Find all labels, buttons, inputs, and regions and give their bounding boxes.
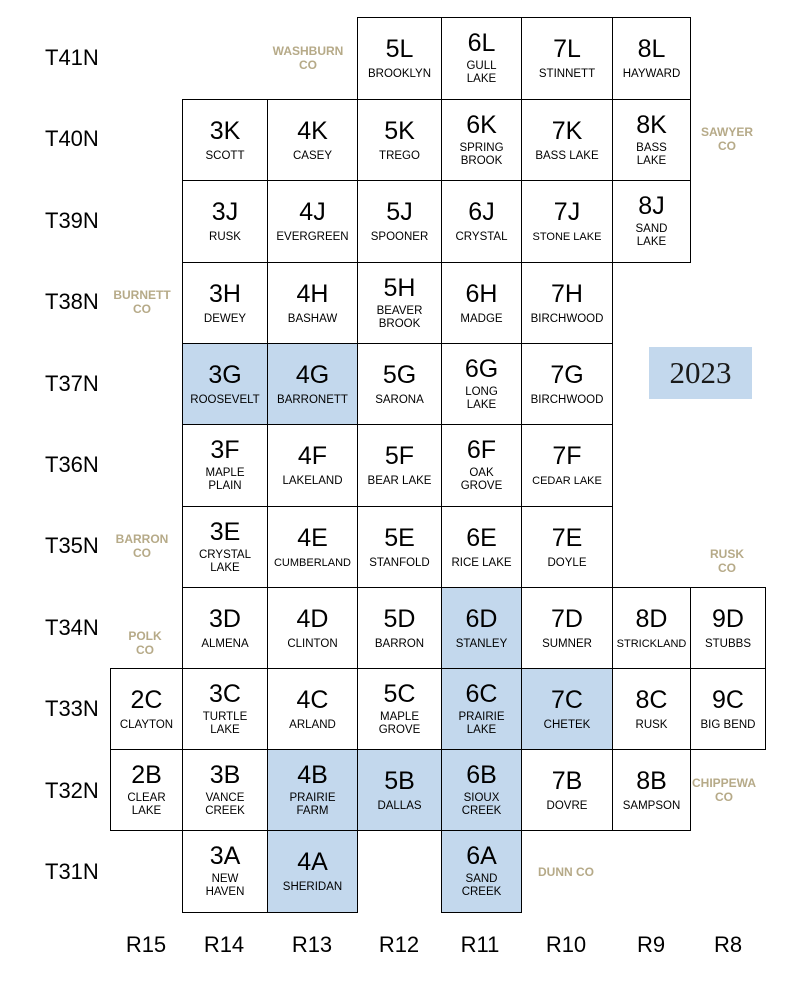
township-code: 7E [551, 524, 583, 552]
township-name: BASS LAKE [535, 150, 599, 162]
range-label-r15: R15 [125, 932, 167, 957]
township-code: 6D [465, 605, 498, 633]
township-name: NEW HAVEN [205, 873, 245, 898]
township-name: SCOTT [205, 150, 245, 162]
township-code: 3C [209, 680, 241, 708]
township-cell-4a [267, 830, 358, 913]
township-code: 4K [297, 117, 328, 145]
township-code: 6E [466, 524, 497, 552]
township-cell-3g [182, 343, 268, 425]
township-cell-4d [267, 587, 358, 669]
township-name: SARONA [375, 394, 424, 406]
township-name: BASHAW [287, 313, 338, 325]
township-label-t32n: T32N [45, 778, 99, 803]
township-cell-4k [267, 99, 358, 181]
township-cell-7h [521, 262, 613, 344]
township-name: HAYWARD [622, 68, 681, 80]
township-name: BROOKLYN [367, 68, 432, 80]
township-name: SAMPSON [622, 800, 681, 812]
township-code: 4H [296, 280, 329, 308]
township-cell-4b [267, 749, 358, 831]
township-code: 3H [209, 280, 241, 308]
township-code: 8L [637, 35, 666, 63]
township-name: BIG BEND [700, 719, 756, 731]
township-cell-4f [267, 424, 358, 507]
township-name: STUBBS [704, 638, 751, 650]
township-cell-5k [357, 99, 442, 181]
township-code: 8J [638, 192, 665, 220]
township-cell-7f [521, 424, 613, 507]
township-code: 8C [635, 686, 668, 714]
township-cell-8c [612, 668, 691, 750]
township-cell-4g [267, 343, 358, 425]
range-label-r12: R12 [378, 932, 420, 957]
township-name: LONG LAKE [465, 386, 498, 411]
township-name: STONE LAKE [532, 231, 602, 243]
township-cell-6l [441, 17, 522, 100]
township-cell-2b [110, 749, 183, 831]
township-cell-5f [357, 424, 442, 507]
township-code: 5C [383, 680, 416, 708]
township-name: RUSK [635, 719, 668, 731]
township-code: 7J [553, 198, 581, 226]
township-name: SHERIDAN [282, 881, 343, 893]
township-name: BIRCHWOOD [530, 394, 604, 406]
township-code: 4E [297, 524, 328, 552]
township-code: 3J [211, 198, 239, 226]
county-label-burnett: BURNETT CO [113, 288, 171, 316]
township-name: DOVRE [546, 800, 588, 812]
township-cell-5e [357, 506, 442, 588]
township-name: CRYSTAL LAKE [199, 549, 251, 574]
township-name: ALMENA [201, 638, 249, 650]
township-code: 7G [550, 361, 584, 389]
township-cell-5g [357, 343, 442, 425]
township-cell-3b [182, 749, 268, 831]
township-cell-7b [521, 749, 613, 831]
township-cell-2c [110, 668, 183, 750]
township-cell-9c [690, 668, 766, 750]
township-code: 4J [299, 198, 326, 226]
township-name: STINNETT [538, 68, 596, 80]
county-label-rusk: RUSK CO [709, 547, 744, 575]
township-name: SIOUX CREEK [461, 792, 502, 817]
township-code: 4C [296, 686, 329, 714]
range-label-r13: R13 [291, 932, 333, 957]
township-label-t34n: T34N [45, 615, 99, 640]
township-name: RUSK [209, 231, 241, 243]
township-name: STRICKLAND [616, 638, 687, 650]
township-code: 5F [384, 442, 415, 470]
township-code: 4F [297, 442, 328, 470]
township-code: 6F [466, 436, 497, 464]
township-code: 6K [466, 111, 497, 139]
township-name: MAPLE PLAIN [205, 467, 245, 492]
township-code: 3K [209, 117, 241, 145]
township-code: 8D [635, 605, 668, 633]
township-cell-4j [267, 180, 358, 263]
township-name: CEDAR LAKE [532, 475, 602, 487]
township-code: 5E [384, 524, 415, 552]
township-code: 3E [209, 518, 241, 546]
township-code: 5G [382, 361, 417, 389]
township-name: GULL LAKE [466, 60, 497, 85]
township-name: CLAYTON [119, 719, 174, 731]
township-code: 5L [385, 35, 414, 63]
township-code: 6G [464, 355, 499, 383]
range-label-r9: R9 [636, 932, 666, 957]
township-code: 5K [384, 117, 415, 145]
county-label-chippewa: CHIPPEWA CO [691, 776, 756, 804]
township-name: DOYLE [547, 557, 587, 569]
township-name: STANFOLD [369, 557, 430, 569]
township-cell-6c [441, 668, 522, 750]
township-name: PRAIRIE LAKE [458, 711, 505, 736]
township-cell-8d [612, 587, 691, 669]
township-cell-4e [267, 506, 358, 588]
township-label-t31n: T31N [45, 859, 99, 884]
township-name: CRYSTAL [455, 231, 508, 243]
township-name: SAND LAKE [635, 223, 668, 248]
range-label-r14: R14 [203, 932, 245, 957]
township-name: CHETEK [543, 719, 591, 731]
township-name: BEAVER BROOK [376, 305, 423, 330]
township-code: 2C [130, 686, 163, 714]
township-cell-5d [357, 587, 442, 669]
township-cell-7e [521, 506, 613, 588]
township-name: PRAIRIE FARM [289, 792, 336, 817]
township-name: BEAR LAKE [367, 475, 432, 487]
township-label-t41n: T41N [45, 45, 99, 70]
township-code: 3F [210, 436, 240, 464]
range-label-r8: R8 [713, 932, 743, 957]
township-code: 5J [386, 198, 413, 226]
township-cell-6g [441, 343, 522, 425]
township-code: 3G [208, 361, 242, 389]
township-code: 4A [297, 848, 328, 876]
township-code: 6L [467, 29, 496, 57]
township-code: 4D [296, 605, 329, 633]
township-cell-3c [182, 668, 268, 750]
township-cell-9d [690, 587, 766, 669]
township-name: RICE LAKE [451, 557, 512, 569]
county-label-sawyer: SAWYER CO [700, 125, 753, 153]
township-name: BIRCHWOOD [530, 313, 604, 325]
range-label-r11: R11 [460, 932, 500, 957]
county-label-barron: BARRON CO [115, 532, 169, 560]
township-code: 3A [209, 842, 241, 870]
township-cell-5c [357, 668, 442, 750]
township-code: 6C [465, 680, 498, 708]
county-label-washburn: WASHBURN CO [272, 44, 344, 72]
township-cell-7c [521, 668, 613, 750]
township-cell-6f [441, 424, 522, 507]
township-cell-6h [441, 262, 522, 344]
township-cell-3j [182, 180, 268, 263]
township-cell-5j [357, 180, 442, 263]
township-code: 7C [551, 686, 583, 714]
township-code: 6J [468, 198, 495, 226]
range-label-r10: R10 [545, 932, 587, 957]
township-label-t38n: T38N [45, 289, 99, 314]
township-cell-8j [612, 180, 691, 263]
township-cell-5h [357, 262, 442, 344]
township-cell-7d [521, 587, 613, 669]
township-cell-4c [267, 668, 358, 750]
township-cell-6d [441, 587, 522, 669]
township-cell-4h [267, 262, 358, 344]
township-name: EVERGREEN [276, 231, 349, 243]
township-cell-3f [182, 424, 268, 507]
county-label-polk: POLK CO [128, 629, 162, 657]
township-cell-6e [441, 506, 522, 588]
township-cell-5b [357, 749, 442, 831]
township-code: 9C [712, 686, 744, 714]
township-cell-7g [521, 343, 613, 425]
township-name: VANCE CREEK [205, 792, 245, 817]
township-code: 8B [636, 767, 667, 795]
township-name: MADGE [460, 313, 503, 325]
township-cell-5l [357, 17, 442, 100]
township-name: TREGO [379, 150, 420, 162]
township-cell-7l [521, 17, 613, 100]
township-code: 3D [209, 605, 241, 633]
township-name: CUMBERLAND [273, 557, 351, 569]
township-label-t40n: T40N [45, 126, 99, 151]
township-cell-7j [521, 180, 613, 263]
township-code: 6H [465, 280, 498, 308]
township-code: 8K [636, 111, 667, 139]
township-cell-6k [441, 99, 522, 181]
township-name: ROOSEVELT [190, 394, 260, 406]
township-name: SPRING BROOK [459, 142, 504, 167]
township-name: SPOONER [370, 231, 429, 243]
township-name: BASS LAKE [636, 142, 667, 167]
township-code: 5H [383, 274, 416, 302]
township-cell-6b [441, 749, 522, 831]
township-code: 4B [297, 761, 328, 789]
township-code: 6B [466, 761, 497, 789]
township-name: DALLAS [377, 800, 422, 812]
township-name: OAK GROVE [460, 467, 503, 492]
township-code: 7K [551, 117, 583, 145]
township-name: CASEY [293, 150, 332, 162]
township-label-t33n: T33N [45, 696, 99, 721]
township-code: 7B [551, 767, 583, 795]
township-code: 5B [384, 767, 415, 795]
township-code: 7D [551, 605, 583, 633]
township-name: DEWEY [203, 313, 247, 325]
township-label-t35n: T35N [45, 533, 99, 558]
township-name: ARLAND [289, 719, 336, 731]
township-label-t36n: T36N [45, 452, 99, 477]
township-code: 3B [209, 761, 241, 789]
township-code: 6A [466, 842, 497, 870]
township-label-t37n: T37N [45, 371, 99, 396]
township-code: 4G [295, 361, 330, 389]
township-cell-6a [441, 830, 522, 913]
township-name: BARRON [374, 638, 425, 650]
township-code: 7F [552, 442, 582, 470]
township-cell-3k [182, 99, 268, 181]
county-label-dunn: DUNN CO [538, 865, 594, 879]
township-name: SUMNER [542, 638, 592, 650]
township-code: 7H [551, 280, 583, 308]
township-cell-7k [521, 99, 613, 181]
township-cell-3e [182, 506, 268, 588]
township-name: TURTLE LAKE [202, 711, 248, 736]
township-cell-3a [182, 830, 268, 913]
township-cell-3h [182, 262, 268, 344]
township-cell-6j [441, 180, 522, 263]
township-name: CLINTON [287, 638, 338, 650]
township-code: 7L [553, 35, 581, 63]
township-code: 9D [712, 605, 744, 633]
township-code: 5D [383, 605, 416, 633]
year-label: 2023 [649, 347, 752, 399]
township-name: SAND CREEK [461, 873, 502, 898]
township-name: MAPLE GROVE [378, 711, 421, 736]
township-code: 2B [131, 761, 162, 789]
township-name: BARRONETT [277, 394, 348, 406]
township-name: CLEAR LAKE [127, 792, 166, 817]
township-cell-8l [612, 17, 691, 100]
township-name: STANLEY [455, 638, 508, 650]
township-label-t39n: T39N [45, 208, 99, 233]
township-name: LAKELAND [282, 475, 343, 487]
